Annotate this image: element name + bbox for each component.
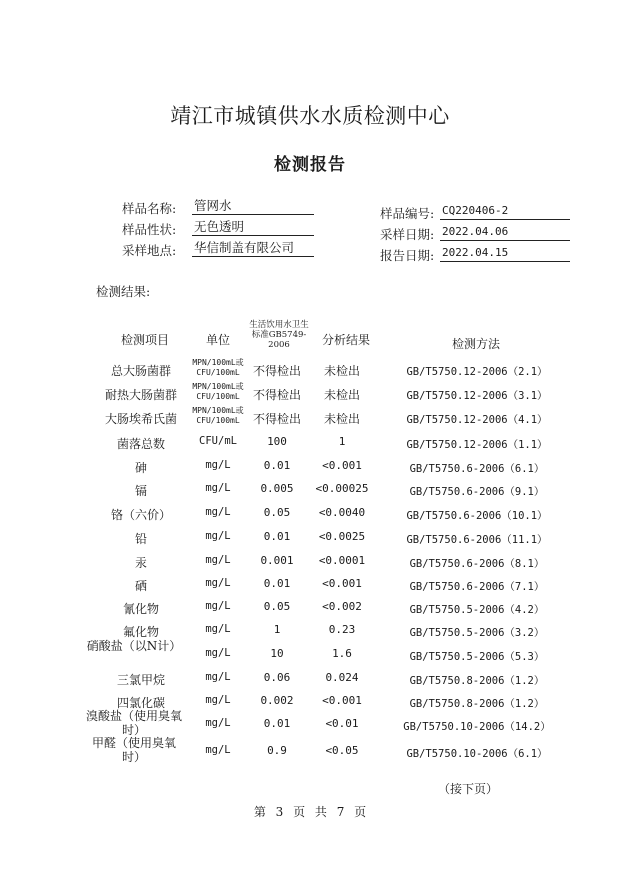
cell-result: <0.05: [325, 744, 359, 757]
cell-method: GB/T5750.12-2006（2.1）: [406, 366, 548, 378]
cell-unit: mg/L: [205, 459, 231, 471]
results-label: 检测结果:: [96, 284, 151, 299]
cell-method: GB/T5750.12-2006（1.1）: [406, 439, 548, 451]
sample-property-value: 无色透明: [192, 219, 314, 236]
cell-unit: mg/L: [205, 623, 231, 635]
table-row: [0, 459, 620, 481]
cell-item: 耐热大肠菌群: [104, 388, 177, 402]
cell-standard: 0.01: [263, 459, 291, 472]
header-method: 检测方法: [451, 337, 500, 351]
cell-item: 镉: [134, 484, 147, 498]
cell-standard: 不得检出: [252, 412, 301, 426]
cell-method: GB/T5750.12-2006（4.1）: [406, 414, 548, 426]
sample-property-label: 样品性状:: [122, 222, 177, 237]
cell-unit: MPN/100mL或CFU/100mL: [192, 358, 244, 377]
cell-method: GB/T5750.6-2006（11.1）: [406, 534, 548, 546]
organization-title: 靖江市城镇供水水质检测中心: [170, 104, 450, 128]
cell-method: GB/T5750.6-2006（10.1）: [406, 510, 548, 522]
cell-result: <0.0040: [318, 506, 366, 519]
table-row: [0, 406, 620, 432]
table-row: [0, 577, 620, 599]
cell-item: 砷: [134, 461, 147, 475]
table-row: [0, 506, 620, 528]
cell-unit: MPN/100mL或CFU/100mL: [192, 382, 244, 401]
table-row: [0, 530, 620, 552]
page-footer: 第 3 页 共 7 页: [253, 805, 367, 819]
cell-result: 1.6: [332, 647, 352, 660]
table-row: [0, 736, 620, 766]
sampling-date-label: 采样日期:: [380, 227, 435, 242]
cell-result: 1: [338, 435, 346, 448]
sample-no-value: CQ220406-2: [440, 203, 570, 220]
cell-standard: 0.9: [267, 744, 287, 757]
cell-unit: mg/L: [205, 744, 231, 756]
cell-unit: mg/L: [205, 482, 231, 494]
cell-result: 未检出: [323, 388, 360, 402]
cell-unit: CFU/mL: [199, 435, 237, 447]
cell-standard: 0.01: [263, 717, 291, 730]
cell-standard: 不得检出: [252, 388, 301, 402]
cell-method: GB/T5750.12-2006（3.1）: [406, 390, 548, 402]
sample-name-value: 管网水: [192, 198, 314, 215]
cell-standard: 1: [273, 623, 281, 636]
cell-standard: 100: [267, 435, 287, 448]
cell-method: GB/T5750.6-2006（9.1）: [409, 486, 545, 498]
cell-item: 硒: [134, 579, 147, 593]
cell-result: <0.001: [322, 694, 362, 707]
cell-result: 未检出: [323, 364, 360, 378]
cell-method: GB/T5750.10-2006（14.2）: [403, 721, 551, 733]
table-row: [0, 435, 620, 457]
cell-method: GB/T5750.8-2006（1.2）: [409, 675, 545, 687]
cell-standard: 0.01: [263, 577, 291, 590]
cell-result: <0.002: [322, 600, 362, 613]
cell-item: 大肠埃希氏菌: [104, 412, 177, 426]
cell-unit: mg/L: [205, 554, 231, 566]
cell-standard: 0.005: [260, 482, 294, 495]
cell-method: GB/T5750.6-2006（8.1）: [409, 558, 545, 570]
cell-unit: mg/L: [205, 694, 231, 706]
cell-result: <0.00025: [315, 482, 369, 495]
sample-name-label: 样品名称:: [122, 201, 177, 216]
cell-item: 溴酸盐（使用臭氧时）: [86, 709, 183, 737]
sampling-location-label: 采样地点:: [122, 243, 177, 258]
cell-unit: mg/L: [205, 717, 231, 729]
cell-item: 总大肠菌群: [110, 364, 171, 378]
report-title: 检测报告: [274, 155, 346, 175]
cell-unit: mg/L: [205, 530, 231, 542]
cell-item: 汞: [134, 556, 147, 570]
cell-method: GB/T5750.10-2006（6.1）: [406, 748, 548, 760]
cell-standard: 0.01: [263, 530, 291, 543]
header-item: 检测项目: [120, 333, 169, 347]
table-row: [0, 358, 620, 384]
cell-standard: 10: [270, 647, 284, 660]
cell-standard: 不得检出: [252, 364, 301, 378]
header-standard: 生活饮用水卫生标准GB5749-2006: [249, 320, 309, 350]
report-date-label: 报告日期:: [380, 248, 435, 263]
report-date-value: 2022.04.15: [440, 245, 570, 262]
cell-unit: mg/L: [205, 647, 231, 659]
cell-method: GB/T5750.5-2006（5.3）: [409, 651, 545, 663]
cell-item: 铬（六价）: [110, 508, 171, 522]
cell-item: 铅: [134, 532, 147, 546]
sample-no-label: 样品编号:: [380, 206, 435, 221]
table-row: [0, 554, 620, 576]
cell-result: 0.23: [328, 623, 356, 636]
table-row: [0, 382, 620, 408]
cell-standard: 0.05: [263, 600, 291, 613]
table-row: [0, 600, 620, 622]
cell-result: <0.0025: [318, 530, 366, 543]
cell-item: 氟化物: [122, 625, 159, 639]
cell-unit: MPN/100mL或CFU/100mL: [192, 406, 244, 425]
cell-method: GB/T5750.5-2006（4.2）: [409, 604, 545, 616]
continued-note: （接下页）: [438, 782, 499, 796]
cell-standard: 0.05: [263, 506, 291, 519]
cell-result: <0.0001: [318, 554, 366, 567]
cell-method: GB/T5750.8-2006（1.2）: [409, 698, 545, 710]
sampling-date-value: 2022.04.06: [440, 224, 570, 241]
cell-unit: mg/L: [205, 600, 231, 612]
sampling-location-value: 华信制盖有限公司: [192, 240, 314, 257]
header-unit: 单位: [205, 333, 230, 347]
cell-unit: mg/L: [205, 671, 231, 683]
cell-item: 四氯化碳: [116, 696, 165, 710]
cell-standard: 0.002: [260, 694, 294, 707]
header-result: 分析结果: [321, 333, 370, 347]
cell-item: 菌落总数: [116, 437, 165, 451]
cell-item: 甲醛（使用臭氧时）: [91, 736, 176, 764]
table-row: [0, 639, 620, 669]
cell-unit: mg/L: [205, 577, 231, 589]
cell-standard: 0.06: [263, 671, 291, 684]
cell-result: 未检出: [323, 412, 360, 426]
table-row: [0, 482, 620, 504]
cell-unit: mg/L: [205, 506, 231, 518]
cell-item: 氰化物: [122, 602, 159, 616]
cell-method: GB/T5750.5-2006（3.2）: [409, 627, 545, 639]
cell-method: GB/T5750.6-2006（6.1）: [409, 463, 545, 475]
cell-standard: 0.001: [260, 554, 294, 567]
cell-result: <0.01: [325, 717, 359, 730]
table-row: [0, 671, 620, 693]
cell-result: <0.001: [322, 577, 362, 590]
cell-item: 三氯甲烷: [116, 673, 165, 687]
cell-item: 硝酸盐（以N计）: [86, 639, 182, 653]
cell-method: GB/T5750.6-2006（7.1）: [409, 581, 545, 593]
cell-result: <0.001: [322, 459, 362, 472]
cell-result: 0.024: [325, 671, 359, 684]
